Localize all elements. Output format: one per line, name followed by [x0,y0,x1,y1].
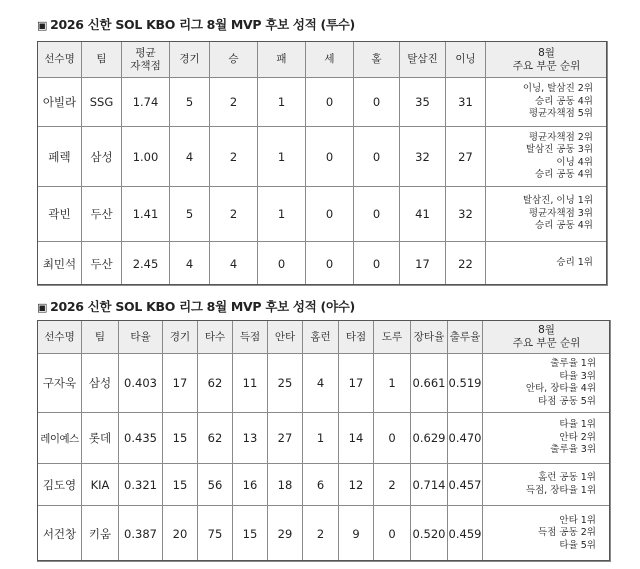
cell-era: 1.00 [122,127,170,187]
cell-games: 5 [170,78,210,127]
cell-major-rank [486,127,608,187]
cell-saves: 0 [306,127,354,187]
cell-steals: 2 [374,464,411,506]
batter-section-title [37,297,355,315]
cell-strikeouts: 17 [400,242,446,286]
cell-saves: 0 [306,242,354,286]
major-rank-line: 안타 1위 [559,514,596,526]
pitcher-header-row [38,42,608,78]
cell-saves: 0 [306,187,354,242]
cell-major-rank [483,354,611,413]
header-strikeouts: 탈삼진 [400,42,446,78]
cell-steals: 0 [374,413,411,464]
cell-slg: 0.661 [411,354,448,413]
major-rank-line: 평균자책점 5위 [528,108,593,120]
table-row [38,187,608,242]
major-rank-line: 타율 3위 [559,370,596,382]
cell-at-bats: 62 [198,413,233,464]
cell-rbi: 9 [339,506,374,562]
cell-name: 레이예스 [38,413,82,464]
cell-holds: 0 [354,127,400,187]
cell-avg: 0.403 [119,354,163,413]
cell-at-bats: 75 [198,506,233,562]
major-rank-line: 득점, 장타율 1위 [525,484,596,496]
major-rank-line: 승리 공동 4위 [535,220,593,232]
batter-header-row [38,321,611,354]
major-rank-line: 이닝 4위 [556,156,593,168]
cell-name: 서건창 [38,506,82,562]
major-rank-line: 평균자책점 3위 [528,207,593,219]
cell-rbi: 17 [339,354,374,413]
cell-obp: 0.470 [448,413,483,464]
cell-runs: 15 [233,506,268,562]
header-steals: 도루 [374,321,411,354]
major-rank-line: 탈삼진 공동 3위 [525,144,593,155]
header-major-rank: 8월 주요 부문 순위 [483,321,611,354]
header-runs: 득점 [233,321,268,354]
cell-saves: 0 [306,78,354,127]
cell-innings: 22 [446,242,486,286]
header-innings: 이닝 [446,42,486,78]
cell-team: 롯데 [82,413,119,464]
cell-innings: 31 [446,78,486,127]
header-obp: 출루율 [448,321,483,354]
cell-era: 1.41 [122,187,170,242]
header-era: 평균 자책점 [122,42,170,78]
major-rank-line: 홈런 공동 1위 [538,472,596,483]
major-rank-line: 승리 1위 [556,257,593,269]
cell-games: 20 [163,506,198,562]
cell-obp: 0.459 [448,506,483,562]
cell-name: 김도영 [38,464,82,506]
cell-name: 페렉 [38,127,82,187]
pitcher-title-text: 2026 신한 SOL KBO 리그 8월 MVP 후보 성적 (투수) [50,17,355,32]
header-home-runs: 홈런 [303,321,339,354]
cell-home-runs: 2 [303,506,339,562]
cell-avg: 0.387 [119,506,163,562]
cell-obp: 0.519 [448,354,483,413]
header-team: 팀 [82,321,119,354]
cell-team: 키움 [82,506,119,562]
cell-team: 삼성 [82,127,122,187]
cell-holds: 0 [354,78,400,127]
cell-innings: 27 [446,127,486,187]
cell-games: 4 [170,127,210,187]
cell-hits: 18 [268,464,303,506]
major-rank-line: 타율 1위 [559,419,596,431]
cell-losses: 0 [258,242,306,286]
cell-team: KIA [82,464,119,506]
table-row [38,242,608,286]
cell-team: 두산 [82,187,122,242]
table-row [38,78,608,127]
cell-name: 최민석 [38,242,82,286]
cell-rbi: 14 [339,413,374,464]
cell-at-bats: 56 [198,464,233,506]
header-wins: 승 [210,42,258,78]
cell-holds: 0 [354,242,400,286]
cell-wins: 4 [210,242,258,286]
pitcher-section-title [37,15,355,33]
cell-hits: 29 [268,506,303,562]
cell-games: 17 [163,354,198,413]
cell-slg: 0.714 [411,464,448,506]
cell-major-rank [486,78,608,127]
major-rank-line: 탈삼진, 이닝 1위 [522,195,593,207]
cell-strikeouts: 35 [400,78,446,127]
cell-holds: 0 [354,187,400,242]
header-name: 선수명 [38,321,82,354]
cell-wins: 2 [210,187,258,242]
cell-at-bats: 62 [198,354,233,413]
header-slg: 장타율 [411,321,448,354]
cell-team: 삼성 [82,354,119,413]
cell-slg: 0.629 [411,413,448,464]
cell-games: 15 [163,413,198,464]
header-at-bats: 타수 [198,321,233,354]
cell-innings: 32 [446,187,486,242]
table-row [38,413,611,464]
cell-major-rank [483,413,611,464]
cell-name: 구자욱 [38,354,82,413]
cell-era: 2.45 [122,242,170,286]
square-bullet-icon: ▣ [37,19,48,32]
cell-avg: 0.435 [119,413,163,464]
cell-runs: 13 [233,413,268,464]
cell-avg: 0.321 [119,464,163,506]
square-bullet-icon: ▣ [37,301,48,314]
cell-wins: 2 [210,127,258,187]
header-holds: 홀 [354,42,400,78]
cell-home-runs: 6 [303,464,339,506]
table-row [38,464,611,506]
header-saves: 세 [306,42,354,78]
pitcher-stats-table [37,41,608,286]
cell-hits: 27 [268,413,303,464]
header-hits: 안타 [268,321,303,354]
cell-major-rank [483,506,611,562]
cell-hits: 25 [268,354,303,413]
cell-steals: 1 [374,354,411,413]
cell-losses: 1 [258,127,306,187]
cell-runs: 16 [233,464,268,506]
cell-steals: 0 [374,506,411,562]
cell-games: 5 [170,187,210,242]
batter-title-text: 2026 신한 SOL KBO 리그 8월 MVP 후보 성적 (야수) [50,299,355,314]
cell-strikeouts: 41 [400,187,446,242]
cell-home-runs: 4 [303,354,339,413]
cell-rbi: 12 [339,464,374,506]
header-rbi: 타점 [339,321,374,354]
cell-major-rank [483,464,611,506]
cell-era: 1.74 [122,78,170,127]
cell-name: 아빌라 [38,78,82,127]
header-name: 선수명 [38,42,82,78]
cell-strikeouts: 32 [400,127,446,187]
cell-obp: 0.457 [448,464,483,506]
header-major-rank: 8월 주요 부문 순위 [486,42,608,78]
header-losses: 패 [258,42,306,78]
header-avg: 타율 [119,321,163,354]
major-rank-line: 출루율 1위 [550,358,596,369]
table-row [38,506,611,562]
cell-wins: 2 [210,78,258,127]
cell-team: 두산 [82,242,122,286]
cell-losses: 1 [258,78,306,127]
cell-major-rank [486,242,608,286]
cell-runs: 11 [233,354,268,413]
cell-games: 15 [163,464,198,506]
major-rank-line: 승리 공동 4위 [535,95,593,107]
table-row [38,127,608,187]
batter-stats-table [37,320,611,562]
cell-home-runs: 1 [303,413,339,464]
major-rank-line: 타율 5위 [559,539,596,551]
cell-slg: 0.520 [411,506,448,562]
major-rank-line: 득점 공동 2위 [538,527,596,539]
major-rank-line: 이닝, 탈삼진 2위 [522,83,593,95]
major-rank-line: 안타 2위 [559,431,596,443]
cell-name: 곽빈 [38,187,82,242]
cell-games: 4 [170,242,210,286]
cell-team: SSG [82,78,122,127]
major-rank-line: 평균자책점 2위 [528,131,593,143]
cell-major-rank [486,187,608,242]
table-row [38,354,611,413]
cell-losses: 1 [258,187,306,242]
major-rank-line: 승리 공동 4위 [535,169,593,180]
major-rank-line: 출루율 3위 [550,444,596,456]
major-rank-line: 안타, 장타율 4위 [525,383,596,394]
major-rank-line: 타점 공동 5위 [538,395,596,407]
header-games: 경기 [163,321,198,354]
header-team: 팀 [82,42,122,78]
header-games: 경기 [170,42,210,78]
